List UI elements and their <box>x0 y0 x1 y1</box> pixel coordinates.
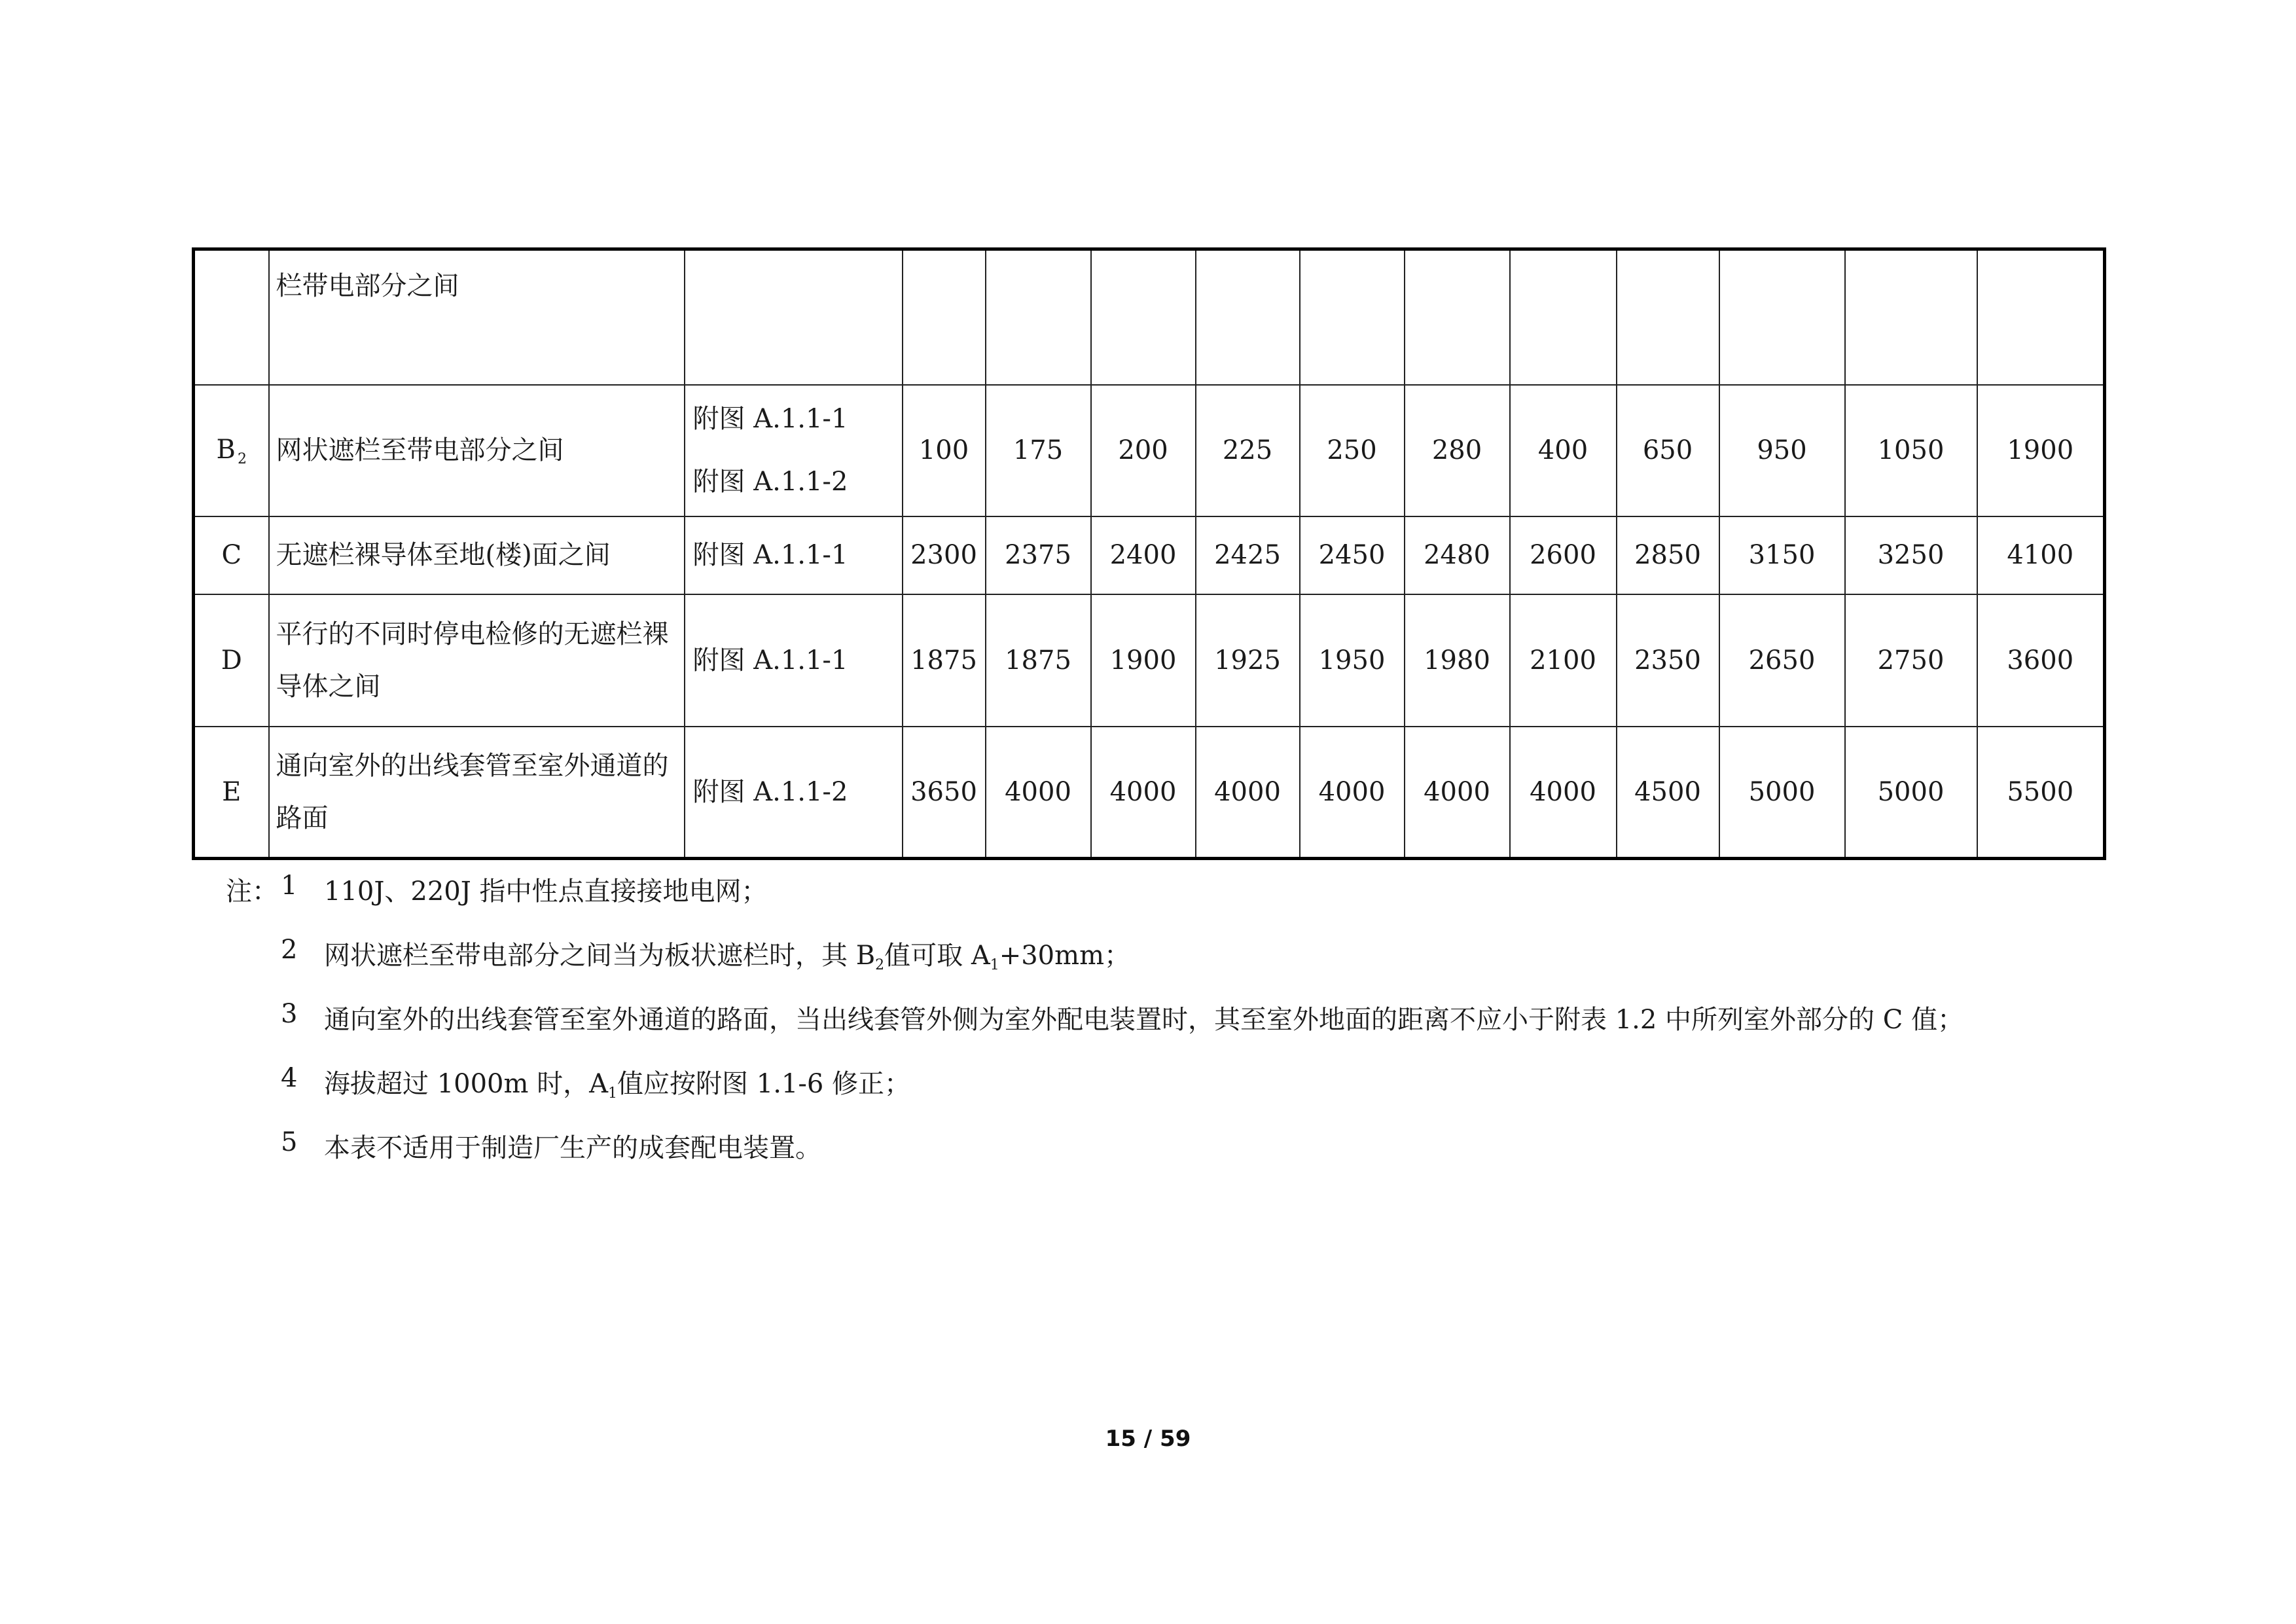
value-cell: 1050 <box>1845 385 1977 516</box>
value-cell: 4000 <box>1510 727 1617 859</box>
row-symbol: E <box>194 727 269 859</box>
row-figure-ref <box>685 727 903 859</box>
notes-prefix: 注： <box>226 876 278 907</box>
value-cell: 2850 <box>1617 516 1719 594</box>
row-description: 通向室外的出线套管至室外通道的路面 <box>269 727 685 859</box>
value-cell: 2650 <box>1719 594 1845 727</box>
value-cell <box>1091 249 1196 385</box>
value-cell <box>1617 249 1719 385</box>
value-cell: 3600 <box>1977 594 2105 727</box>
note-text: 网状遮栏至带电部分之间当为板状遮栏时，其 $B_2$值可取 $A_1+30mm$； <box>324 941 1130 973</box>
value-cell: 1900 <box>1091 594 1196 727</box>
symbol-subscript: 2 <box>237 450 247 467</box>
value-cell: 2300 <box>903 516 986 594</box>
value-cell: 1980 <box>1405 594 1510 727</box>
value-cell: 2450 <box>1300 516 1405 594</box>
value-cell: 1900 <box>1977 385 2105 516</box>
value-cell <box>1845 249 1977 385</box>
value-cell: 5000 <box>1845 727 1977 859</box>
figure-ref: 附图 A.1.1-1 <box>692 645 848 676</box>
row-symbol <box>194 249 269 385</box>
table-row <box>194 594 2105 727</box>
table-row <box>194 385 2105 516</box>
table-row <box>194 727 2105 859</box>
value-cell: 4000 <box>1196 727 1300 859</box>
note-number: 1 <box>281 871 298 901</box>
row-figure-ref <box>685 249 903 385</box>
value-cell: 1950 <box>1300 594 1405 727</box>
row-figure-ref <box>685 385 903 516</box>
note-number: 4 <box>281 1063 298 1093</box>
clearance-table <box>192 247 2106 860</box>
row-description: 无遮栏裸导体至地(楼)面之间 <box>269 516 685 594</box>
value-cell: 1875 <box>903 594 986 727</box>
table-row <box>194 516 2105 594</box>
value-cell: 280 <box>1405 385 1510 516</box>
value-cell: 5500 <box>1977 727 2105 859</box>
value-cell: 2350 <box>1617 594 1719 727</box>
value-cell: 4100 <box>1977 516 2105 594</box>
value-cell <box>1405 249 1510 385</box>
note-number: 5 <box>281 1127 298 1157</box>
row-description: 栏带电部分之间 <box>269 249 685 385</box>
page-number: 15 / 59 <box>1105 1426 1191 1452</box>
row-symbol: C <box>194 516 269 594</box>
value-cell: 4000 <box>1091 727 1196 859</box>
value-cell: 2400 <box>1091 516 1196 594</box>
value-cell: 200 <box>1091 385 1196 516</box>
value-cell: 4000 <box>986 727 1091 859</box>
note-text: 110J、220J 指中性点直接接地电网； <box>324 876 768 907</box>
row-symbol: B $_2$ <box>194 385 269 516</box>
note-number: 3 <box>281 999 298 1029</box>
value-cell: 400 <box>1510 385 1617 516</box>
value-cell: 250 <box>1300 385 1405 516</box>
value-cell: 3650 <box>903 727 986 859</box>
value-cell: 3250 <box>1845 516 1977 594</box>
value-cell: 650 <box>1617 385 1719 516</box>
value-cell: 950 <box>1719 385 1845 516</box>
value-cell: 4000 <box>1300 727 1405 859</box>
row-symbol: D <box>194 594 269 727</box>
value-cell <box>1510 249 1617 385</box>
value-cell <box>1719 249 1845 385</box>
figure-ref: 附图 A.1.1-1 <box>692 540 848 570</box>
row-figure-ref <box>685 516 903 594</box>
value-cell <box>1196 249 1300 385</box>
note-number: 2 <box>281 935 298 965</box>
note-text: 海拔超过 1000m 时，$A_1$值应按附图 1.1-6 修正； <box>324 1069 911 1102</box>
value-cell: 175 <box>986 385 1091 516</box>
value-cell: 2600 <box>1510 516 1617 594</box>
row-description: 平行的不同时停电检修的无遮栏裸导体之间 <box>269 594 685 727</box>
row-figure-ref <box>685 594 903 727</box>
value-cell: 2425 <box>1196 516 1300 594</box>
value-cell <box>1300 249 1405 385</box>
value-cell: 3150 <box>1719 516 1845 594</box>
note-text: 通向室外的出线套管至室外通道的路面，当出线套管外侧为室外配电装置时，其至室外地面的距离不应小于附表 1.2 中所列室外部分的 C 值； <box>324 1005 1964 1035</box>
note-text: 本表不适用于制造厂生产的成套配电装置。 <box>324 1133 821 1163</box>
figure-ref: 附图 A.1.1-2 <box>692 467 848 497</box>
value-cell: 5000 <box>1719 727 1845 859</box>
value-cell: 4500 <box>1617 727 1719 859</box>
table-row <box>194 249 2105 385</box>
row-description: 网状遮栏至带电部分之间 <box>269 385 685 516</box>
value-cell <box>903 249 986 385</box>
value-cell: 2375 <box>986 516 1091 594</box>
value-cell: 2480 <box>1405 516 1510 594</box>
value-cell <box>1977 249 2105 385</box>
value-cell <box>986 249 1091 385</box>
value-cell: 1925 <box>1196 594 1300 727</box>
value-cell: 225 <box>1196 385 1300 516</box>
figure-ref: 附图 A.1.1-1 <box>692 404 848 434</box>
value-cell: 2750 <box>1845 594 1977 727</box>
figure-ref: 附图 A.1.1-2 <box>692 776 848 807</box>
value-cell: 2100 <box>1510 594 1617 727</box>
value-cell: 4000 <box>1405 727 1510 859</box>
value-cell: 1875 <box>986 594 1091 727</box>
value-cell: 100 <box>903 385 986 516</box>
